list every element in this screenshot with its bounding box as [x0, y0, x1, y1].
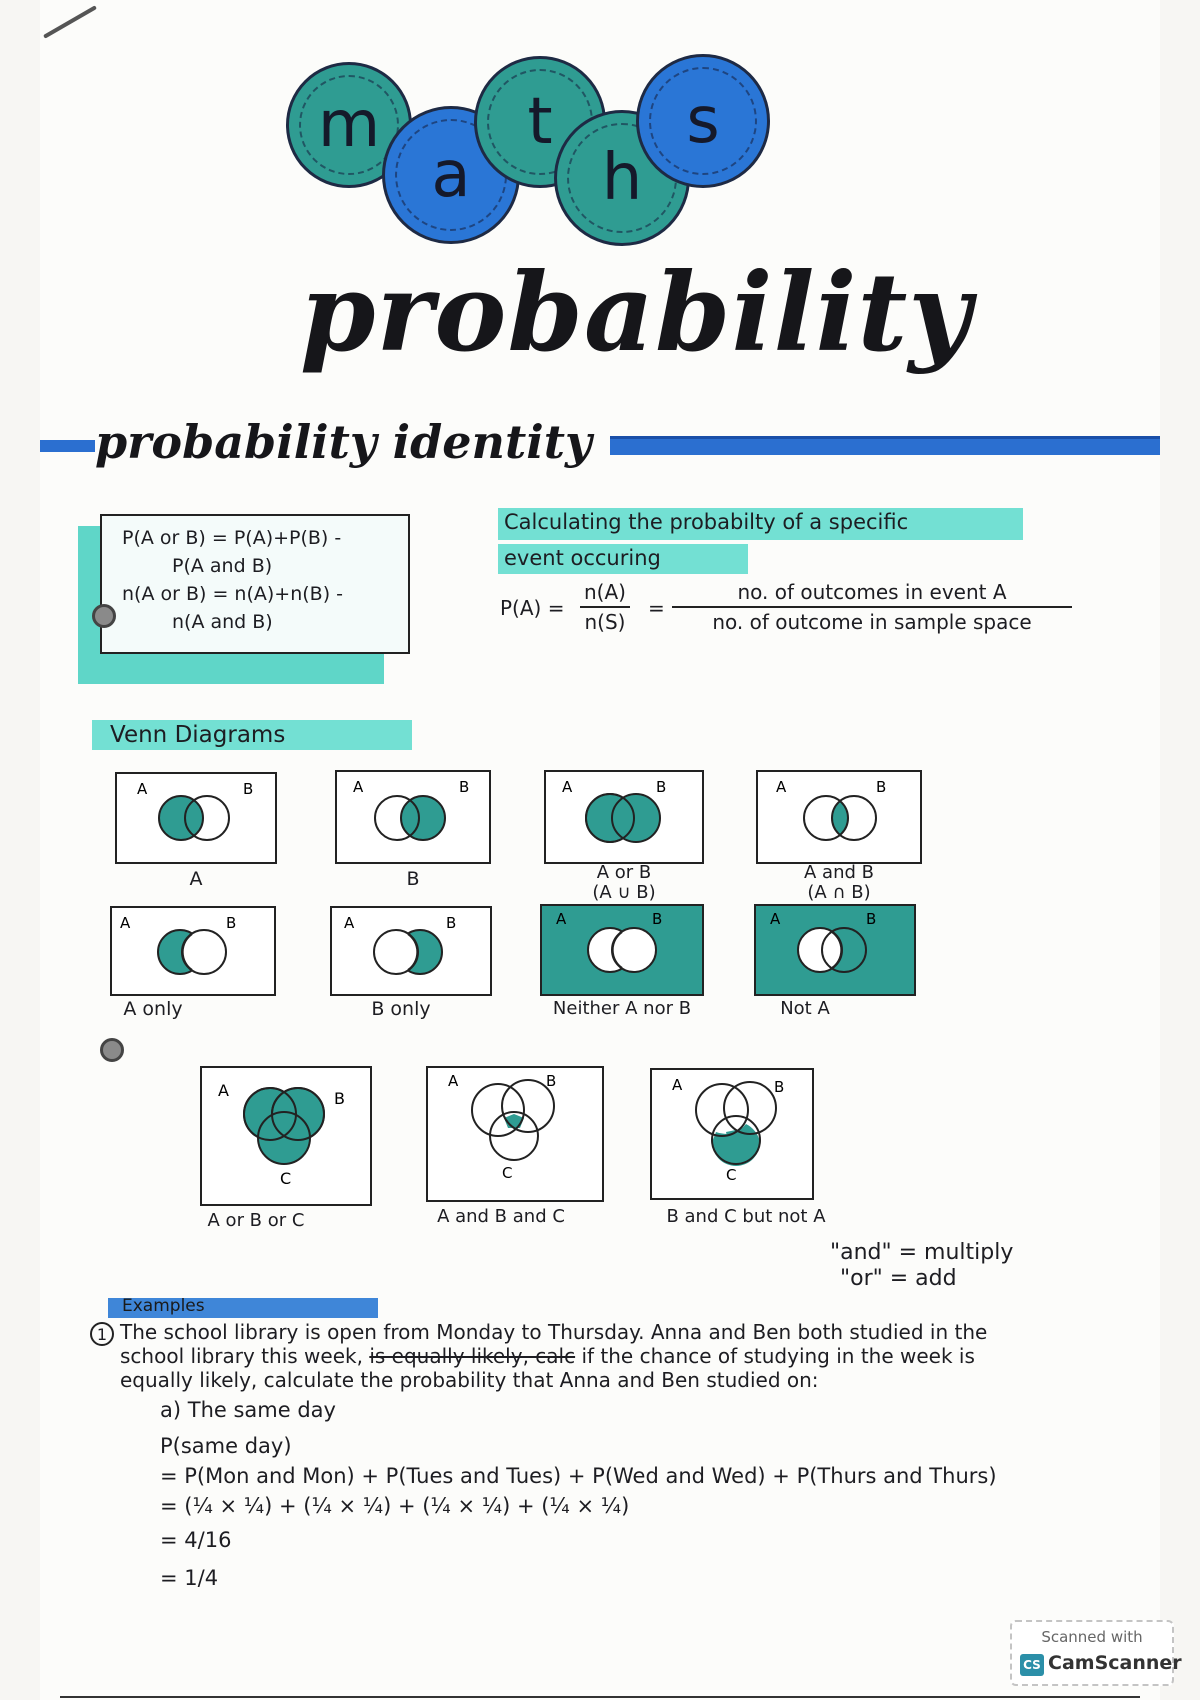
venn-b-diagram — [335, 770, 491, 864]
svg-text:A: A — [556, 910, 567, 928]
probability-formula — [500, 580, 1100, 640]
working-line: P(same day) — [160, 1434, 292, 1458]
venn-a-only-diagram — [110, 906, 276, 996]
identity-line: P(A and B) — [172, 555, 273, 577]
venn-b-only — [330, 906, 492, 1020]
svg-text:B: B — [866, 910, 877, 928]
working-line: = (¼ × ¼) + (¼ × ¼) + (¼ × ¼) + (¼ × ¼) — [160, 1494, 630, 1518]
venn-not-a — [754, 904, 916, 1019]
question-text-part: school library this week, — [120, 1344, 363, 1368]
svg-text:A: A — [448, 1072, 459, 1090]
venn-caption: A only — [123, 998, 183, 1020]
svg-text:C: C — [726, 1166, 737, 1184]
venn-caption: (A ∪ B) — [592, 882, 656, 903]
venn-caption: B only — [371, 998, 431, 1020]
specific-heading: Calculating the probabilty of a specific — [504, 510, 909, 534]
venn-heading: Venn Diagrams — [110, 722, 286, 748]
venn-caption: A or B — [596, 862, 652, 883]
watermark-caption: Scanned with — [1041, 1628, 1143, 1646]
venn-neither — [540, 904, 704, 1019]
identity-line: P(A or B) = P(A)+P(B) - — [122, 527, 342, 549]
svg-text:A: A — [137, 780, 148, 798]
svg-text:A: A — [344, 914, 355, 932]
venn-a-and-b-diagram — [756, 770, 922, 864]
camscanner-watermark — [1010, 1620, 1182, 1686]
examples-heading: Examples — [122, 1296, 205, 1316]
working-line: = 1/4 — [160, 1566, 219, 1590]
svg-text:B: B — [459, 778, 470, 796]
formula-equals: = — [648, 596, 665, 620]
svg-text:A: A — [770, 910, 781, 928]
venn-caption: A — [189, 868, 203, 890]
venn-a-and-b-and-c-diagram — [426, 1066, 604, 1202]
venn-a-or-b-or-c-diagram — [200, 1066, 372, 1206]
venn-a — [115, 772, 277, 890]
page-bottom-rule — [60, 1696, 1140, 1698]
svg-text:A: A — [218, 1081, 229, 1100]
svg-text:B: B — [774, 1078, 785, 1096]
bubble-letter: a — [431, 138, 471, 212]
or-rule-note: "or" = add — [840, 1266, 957, 1291]
bubble-s — [636, 54, 770, 188]
fraction-outcomes — [672, 580, 1072, 634]
svg-text:B: B — [876, 778, 887, 796]
fraction-denominator: no. of outcome in sample space — [712, 610, 1032, 634]
struck-text: is equally likely, calc — [369, 1344, 576, 1368]
venn-b-only-diagram — [330, 906, 492, 996]
venn-caption: Neither A nor B — [552, 998, 692, 1019]
part-a-heading: a) The same day — [160, 1398, 336, 1422]
question-text: equally likely, calculate the probability that Anna and Ben studied on: — [120, 1368, 819, 1392]
formula-lhs: P(A) = — [500, 596, 565, 620]
question-number: 1 — [90, 1322, 114, 1346]
identity-line: n(A and B) — [172, 611, 273, 633]
title-bubbles — [0, 0, 1200, 260]
binder-hole — [100, 1038, 124, 1062]
venn-a-or-b — [544, 770, 704, 903]
venn-caption: A or B or C — [207, 1210, 305, 1231]
working-line: = P(Mon and Mon) + P(Tues and Tues) + P(Wed and Wed) + P(Thurs and Thurs) — [160, 1464, 997, 1488]
venn-a-or-b-or-c — [200, 1066, 372, 1231]
bubble-letter: s — [686, 84, 720, 158]
svg-text:A: A — [353, 778, 364, 796]
svg-text:B: B — [334, 1089, 345, 1108]
venn-b-and-c-not-a — [650, 1068, 826, 1227]
bubble-letter: t — [527, 85, 553, 159]
venn-a-only — [110, 906, 276, 1020]
venn-caption: Not A — [780, 998, 830, 1019]
identity-line: n(A or B) = n(A)+n(B) - — [122, 583, 343, 605]
question-text — [120, 1344, 975, 1368]
venn-a-and-b — [756, 770, 922, 903]
venn-a-diagram — [115, 772, 277, 864]
question-text-part: if the chance of studying in the week is — [581, 1344, 975, 1368]
venn-caption: (A ∩ B) — [807, 882, 871, 903]
camscanner-logo-icon: CS — [1020, 1654, 1044, 1676]
svg-text:B: B — [243, 780, 254, 798]
and-rule-note: "and" = multiply — [830, 1240, 1014, 1265]
watermark-brand: CamScanner — [1048, 1652, 1182, 1674]
svg-text:A: A — [120, 914, 131, 932]
svg-text:B: B — [546, 1072, 557, 1090]
bubble-letter: h — [601, 141, 643, 215]
venn-not-a-diagram — [754, 904, 916, 996]
svg-text:C: C — [502, 1164, 513, 1182]
svg-text:B: B — [446, 914, 457, 932]
section-title: probability identity — [95, 415, 602, 469]
venn-caption: B and C but not A — [666, 1206, 826, 1227]
svg-text:A: A — [776, 778, 787, 796]
heading-rule-right — [610, 436, 1160, 455]
svg-text:C: C — [280, 1169, 292, 1188]
question-text: The school library is open from Monday to Thursday. Anna and Ben both studied in the — [120, 1320, 988, 1344]
identity-box — [100, 514, 410, 654]
venn-b — [335, 770, 491, 890]
venn-caption: A and B and C — [437, 1206, 565, 1227]
page-title: probability — [300, 250, 973, 376]
bubble-letter: m — [317, 88, 381, 162]
svg-text:A: A — [562, 778, 573, 796]
fraction-numerator: n(A) — [580, 580, 630, 608]
heading-rule-left — [40, 440, 100, 452]
venn-caption: A and B — [804, 862, 874, 883]
fraction-denominator: n(S) — [584, 610, 626, 634]
svg-text:A: A — [672, 1076, 683, 1094]
venn-neither-diagram — [540, 904, 704, 996]
venn-b-and-c-not-a-diagram — [650, 1068, 814, 1200]
svg-text:B: B — [226, 914, 237, 932]
fraction-numerator: no. of outcomes in event A — [672, 580, 1072, 608]
venn-a-and-b-and-c — [426, 1066, 604, 1227]
binder-hole — [92, 604, 116, 628]
venn-a-or-b-diagram — [544, 770, 704, 864]
specific-heading: event occuring — [504, 546, 661, 570]
svg-text:B: B — [656, 778, 667, 796]
venn-caption: B — [406, 868, 420, 890]
working-line: = 4/16 — [160, 1528, 232, 1552]
fraction-n — [580, 580, 630, 634]
svg-text:B: B — [652, 910, 663, 928]
